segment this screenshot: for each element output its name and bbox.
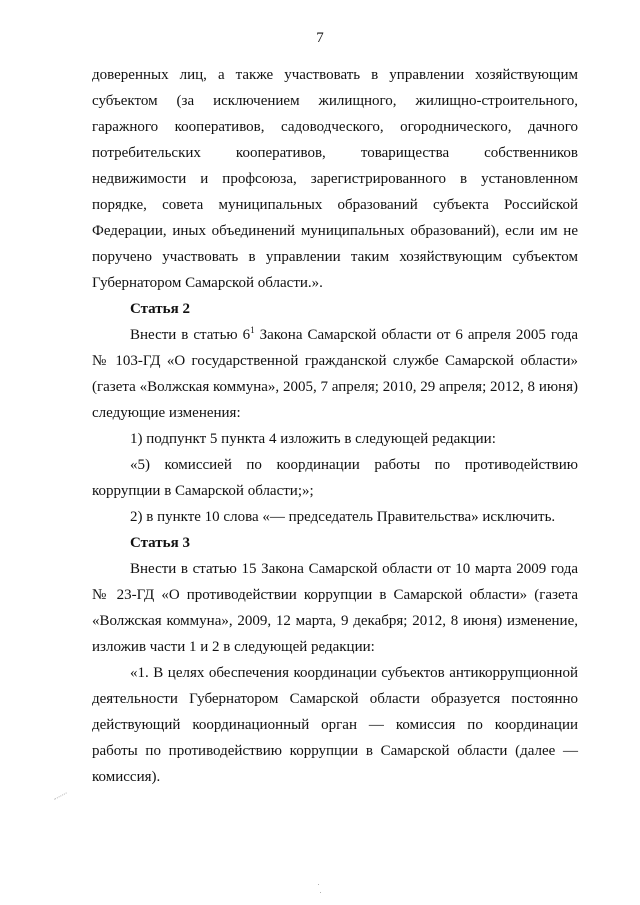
article-3-paragraph: Внести в статью 15 Закона Самарской области от 10 марта 2009 года № 23-ГД «О противодействии коррупции в Самарской области» (газета «Волжская коммуна», 2009, 12 марта, 9 декабря; 2012, 8 июня) изменение, изложив части 1 и 2 в следующей редакции: bbox=[92, 561, 578, 655]
document-body bbox=[92, 62, 578, 790]
article-2-paragraph bbox=[92, 322, 578, 426]
amendment-item-1-text: «5) комиссией по координации работы по противодействию коррупции в Самарской области;»; bbox=[92, 457, 578, 499]
paragraph-continuation: доверенных лиц, а также участвовать в управлении хозяйствующим субъектом (за исключением жилищного, жилищно-строительного, гаражного кооперативов, садоводческого, огороднического, дачного потребительских кооперативов, товарищества собственников недвижимости и профсоюза, зарегистрированного в установленном порядке, совета муниципальных образований субъекта Российской Федерации, иных объединений муниципальных образований), если им не поручено участвовать в управлении таким хозяйствующим субъектом Губернатором Самарской области.». bbox=[92, 67, 578, 291]
article-3-quoted-part-1: «1. В целях обеспечения координации субъектов антикоррупционной деятельности Губернатором Самарской области образуется постоянно действующий координационный орган — комиссия по координации работы по противодействию коррупции в Самарской области (далее — комиссия). bbox=[92, 665, 578, 785]
scan-dot bbox=[320, 892, 321, 893]
article-3-heading: Статья 3 bbox=[130, 535, 190, 551]
amendment-item-1: 1) подпункт 5 пункта 4 изложить в следующей редакции: bbox=[130, 431, 496, 447]
article-2-text-start: Внести в статью 6 bbox=[130, 327, 251, 343]
scan-artifact bbox=[51, 787, 67, 800]
amendment-item-2: 2) в пункте 10 слова «— председатель Правительства» исключить. bbox=[130, 509, 556, 525]
article-2-text-rest: Закона Самарской области от 6 апреля 2005 года № 103-ГД «О государственной гражданской службе Самарской области» (газета «Волжская коммуна», 2005, 7 апреля; 2010, 29 апреля; 2012, 8 июня) следующие изменения: bbox=[92, 327, 578, 421]
scan-dot bbox=[318, 884, 319, 885]
page-number: 7 bbox=[316, 30, 324, 46]
article-superscript: 1 bbox=[250, 325, 255, 335]
article-2-heading: Статья 2 bbox=[130, 301, 190, 317]
